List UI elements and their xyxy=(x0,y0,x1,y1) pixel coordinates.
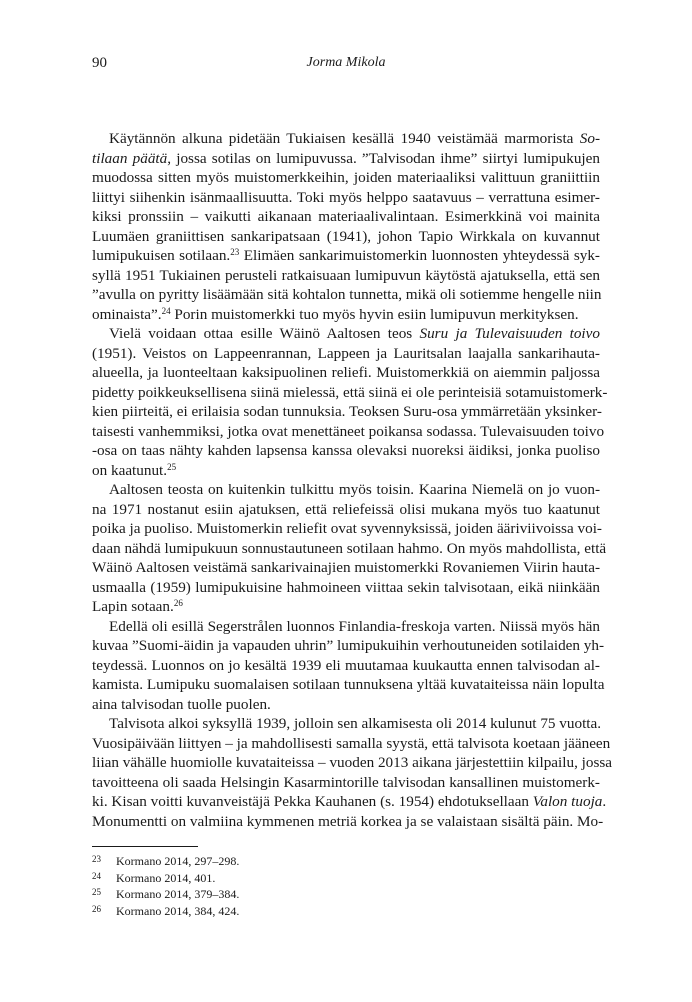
text-run: kuvaa ”Suomi-äidin ja vapauden uhrin” lumipukuihin verhoutuneiden sotilaiden yh- xyxy=(92,637,605,654)
text-run: taisesti vanhemmiksi, jotka ovat menettäneet poikansa sodassa. Tulevaisuuden toivo xyxy=(92,422,605,440)
text-run: Aaltosen teosta on kuitenkin tulkittu myös toisin. Kaarina Niemelä on jo vuon- xyxy=(109,481,600,498)
text-line xyxy=(92,656,600,676)
text-run: liian vähälle huomiolle kuvataiteissa – vuoden 2013 aikana järjestettiin kilpailu, jossa xyxy=(92,754,613,771)
text-run: daan nähdä lumipukuun sonnustautuneen sotilaan hahmo. On myös mahdollista, että xyxy=(92,539,607,557)
footnote-text: Kormano 2014, 297–298. xyxy=(116,854,240,868)
italic-title: Valon tuoja xyxy=(532,793,603,810)
text-run: kamista. Lumipuku suomalaisen sotilaan tunnuksena yltää kuvataiteissa näin lopulta xyxy=(92,676,605,693)
text-line xyxy=(92,207,600,227)
text-run: on kaatunut. xyxy=(92,461,168,479)
footnote-text: Kormano 2014, 379–384. xyxy=(116,887,240,901)
text-line xyxy=(92,597,600,617)
text-line xyxy=(92,558,600,578)
text-run: lumipukuisen sotilaan. xyxy=(92,247,231,264)
text-line xyxy=(92,539,607,559)
text-line xyxy=(92,227,600,247)
text-line xyxy=(92,734,611,754)
text-run: Käytännön alkuna pidetään Tukiaisen kesällä 1940 veistämää marmorista xyxy=(109,130,580,147)
text-line xyxy=(92,363,600,383)
footnote-ref: 26 xyxy=(173,598,183,608)
text-line xyxy=(92,617,600,637)
text-run: Edellä oli esillä Segerstrålen luonnos Finlandia-freskoja varten. Niissä myös hän xyxy=(109,617,600,635)
text-line xyxy=(92,812,604,832)
text-run: -osa on taas nähty kahden lapsensa kanssa olevaksi nuoreksi äidiksi, jonka puoliso xyxy=(92,442,600,459)
text-run: tavoitteena oli saada Helsingin Kasarmintorille talvisodan kansallinen muistomerk- xyxy=(92,773,600,791)
text-run: Luumäen graniittisen sankaripatsaan (1941), johon Tapio Wirkkala on kuvannut xyxy=(92,227,600,245)
footnote xyxy=(92,869,239,886)
footnote-number: 23 xyxy=(92,854,101,864)
text-line xyxy=(92,246,600,266)
italic-title: tilaan päätä xyxy=(92,149,168,167)
text-line xyxy=(92,422,605,442)
footnote-number: 26 xyxy=(92,903,101,914)
text-run: poika ja puoliso. Muistomerkin reliefit ovat syvennyksissä, joiden ääriviivoissa voi- xyxy=(92,520,602,537)
text-run: alueella, ja luonteeltaan kaksipuolinen reliefi. Muistomerkkiä on aiemmin paljossa xyxy=(92,364,600,381)
text-line xyxy=(92,695,600,715)
page-number: 90 xyxy=(92,55,107,71)
text-run: Wäinö Aaltosen veistämä sankarivainajien muistomerkki Rovaniemen Viirin hauta- xyxy=(92,559,600,576)
footnote-ref: 24 xyxy=(161,305,171,316)
text-run: Vielä voidaan ottaa esille Wäinö Aaltosen teos xyxy=(109,325,420,342)
text-line xyxy=(92,792,607,812)
italic-title: So- xyxy=(579,130,600,147)
footnotes xyxy=(92,852,239,918)
text-run: Elimäen sankarimuistomerkin luonnosten yhteydessä syk- xyxy=(239,247,600,264)
text-line xyxy=(92,714,600,734)
footnote xyxy=(92,852,239,869)
text-run: , jossa sotilas on lumipuvussa. ”Talvisodan ihme” siirtyi lumipukujen xyxy=(167,149,600,167)
text-line xyxy=(92,188,600,208)
text-line xyxy=(92,383,608,403)
text-line xyxy=(92,519,600,539)
text-run: ominaista”. xyxy=(92,305,162,323)
text-run: na 1971 nostanut esiin ajatuksen, että reliefeissä olisi mukana myös tuo kaatunut xyxy=(92,500,600,518)
text-run: kiksi pronssiin – vaikutti aikanaan materiaalivalintaan. Esimerkkinä voi mainita xyxy=(92,208,600,225)
footnote-text: Kormano 2014, 384, 424. xyxy=(116,903,240,918)
text-run: (1951). Veistos on Lappeenrannan, Lappeen ja Lauritsalan laajalla sankarihauta- xyxy=(92,344,600,362)
text-line xyxy=(92,753,613,773)
text-line xyxy=(92,500,600,520)
footnote-number: 24 xyxy=(92,870,101,881)
text-run: muodossa sitten myös muistomerkkeihin, joiden materiaaliksi valittuun graniittiin xyxy=(92,169,600,186)
footnote-number: 25 xyxy=(92,887,101,897)
text-line xyxy=(92,324,600,344)
text-line xyxy=(92,168,600,188)
text-run: syllä 1951 Tukiainen perusteli ratkaisuaan lumipuvun käytöstä ajatuksella, että sen xyxy=(92,266,600,284)
text-line xyxy=(92,266,600,286)
text-line xyxy=(92,441,600,461)
text-line xyxy=(92,461,600,481)
footnote-text: Kormano 2014, 401. xyxy=(116,870,216,885)
text-run: Talvisota alkoi syksyllä 1939, jolloin sen alkamisesta oli 2014 kulunut 75 vuotta. xyxy=(109,715,602,732)
text-run: aina talvisodan tuolle puolen. xyxy=(92,695,271,713)
text-run: Vuosipäivään liittyen – ja mahdollisesti samalla syystä, että talvisota koetaan jääneen xyxy=(92,734,611,752)
text-line xyxy=(92,773,600,793)
text-line xyxy=(92,129,600,149)
footnote xyxy=(92,885,239,902)
text-line xyxy=(92,480,600,500)
text-run: pidetty poikkeuksellisena siinä mielessä, että siinä ei ole perinteisiä sotamuistomerk- xyxy=(92,383,608,401)
text-run: usmaalla (1959) lumipukuisine hahmoineen viittaa sekin talvisotaan, eikä niinkään xyxy=(92,578,600,596)
footnote-rule xyxy=(92,846,198,847)
text-line xyxy=(92,636,605,656)
text-run: . xyxy=(602,793,607,810)
text-run: ”avulla on pyritty lisäämään sitä kohtalon tunnetta, mikä oli sotiemme hengelle niin xyxy=(92,286,602,303)
text-line xyxy=(92,149,600,169)
text-line xyxy=(92,402,600,422)
footnote-ref: 25 xyxy=(167,461,177,472)
text-run: kien piirteitä, ei erilaisia sodan tunnuksia. Teoksen Suru-osa ymmärretään yksinker- xyxy=(92,403,602,420)
text-run: Porin muistomerkki tuo myös hyvin esiin lumipuvun merkityksen. xyxy=(170,305,579,323)
italic-title: Suru ja Tulevaisuuden toivo xyxy=(419,325,600,342)
footnote-ref: 23 xyxy=(230,247,240,257)
running-head: Jorma Mikola xyxy=(306,55,386,70)
text-run: Monumentti on valmiina kymmenen metriä korkea ja se valaistaan sisältä päin. Mo- xyxy=(92,812,604,830)
text-run: teydessä. Luonnos on jo kesältä 1939 eli muutamaa kuukautta ennen talvisodan al- xyxy=(92,656,600,674)
text-line xyxy=(92,285,600,305)
body-text xyxy=(92,129,613,831)
text-line xyxy=(92,578,600,598)
text-line xyxy=(92,305,600,325)
text-line xyxy=(92,344,600,364)
text-run: Lapin sotaan. xyxy=(92,598,174,615)
text-run: ki. Kisan voitti kuvanveistäjä Pekka Kauhanen (s. 1954) ehdotuksellaan xyxy=(92,793,533,810)
text-line xyxy=(92,675,605,695)
text-run: liittyi siihenkin isänmaallisuutta. Toki myös helppo saatavuus – verrattuna esimer- xyxy=(92,188,600,206)
footnote xyxy=(92,902,239,919)
